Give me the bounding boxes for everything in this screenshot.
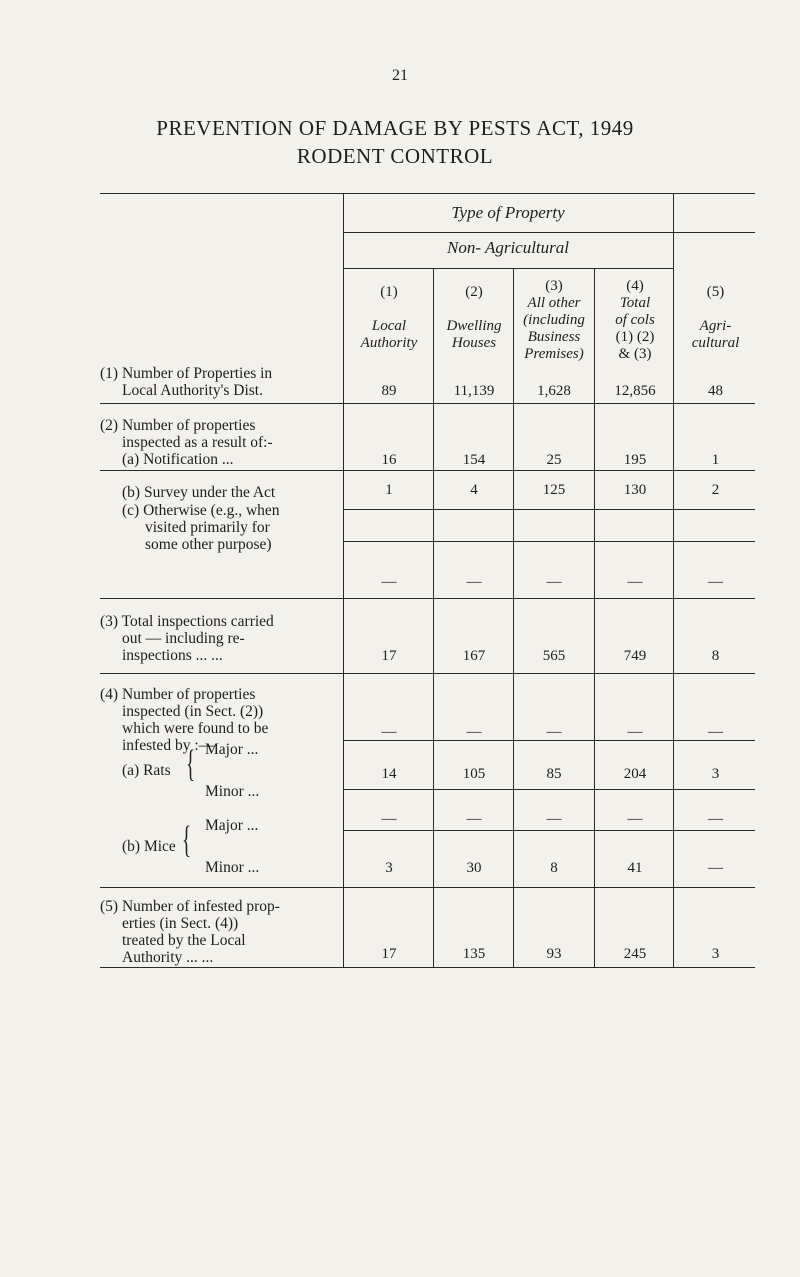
cell: — bbox=[546, 724, 562, 740]
cell: 1,628 bbox=[537, 383, 571, 399]
cell: 167 bbox=[462, 648, 486, 664]
cell: 93 bbox=[546, 946, 562, 962]
row-divider bbox=[100, 887, 755, 888]
row-divider bbox=[100, 470, 755, 471]
cell: 41 bbox=[627, 860, 643, 876]
cell: 48 bbox=[708, 383, 723, 399]
row-divider bbox=[100, 673, 755, 674]
row-divider bbox=[343, 789, 755, 790]
cell: — bbox=[708, 860, 723, 876]
label-rats-major: Major ... bbox=[205, 741, 259, 758]
cell: — bbox=[381, 724, 397, 740]
label-mice-minor: Minor ... bbox=[205, 859, 260, 876]
cell: 30 bbox=[466, 860, 482, 876]
cell: — bbox=[627, 811, 643, 827]
header-non-agricultural: Non- Agricultural bbox=[447, 238, 569, 257]
row-divider bbox=[343, 830, 755, 831]
cell: — bbox=[546, 811, 562, 827]
row-label-infested: (4) Number of properties inspected (in Sect. (2)) which were found to be infested by :— bbox=[100, 686, 269, 754]
row-label-properties-in-district: (1) Number of Properties in Local Authority's Dist. bbox=[100, 365, 273, 399]
brace-icon: { bbox=[182, 819, 192, 861]
cell: — bbox=[466, 811, 482, 827]
cell: 105 bbox=[462, 766, 486, 782]
cell: 3 bbox=[711, 766, 720, 782]
cell: — bbox=[627, 574, 643, 590]
column-header-total: (4) Total of cols (1) (2) & (3) bbox=[615, 278, 655, 362]
cell: 12,856 bbox=[614, 383, 656, 399]
cell: — bbox=[466, 574, 482, 590]
header-rule-non-agri bbox=[343, 232, 755, 233]
cell: 8 bbox=[550, 860, 558, 876]
row-divider bbox=[100, 403, 755, 404]
column-header-dwelling-houses: (2) Dwelling Houses bbox=[446, 284, 502, 351]
cell: 204 bbox=[623, 766, 647, 782]
cell: 195 bbox=[623, 452, 647, 468]
row-divider bbox=[100, 598, 755, 599]
cell: 17 bbox=[381, 946, 397, 962]
row-divider bbox=[343, 541, 755, 542]
row-divider bbox=[343, 509, 755, 510]
cell: 130 bbox=[623, 482, 647, 498]
header-type-of-property: Type of Property bbox=[451, 203, 565, 222]
brace-icon: { bbox=[186, 743, 196, 785]
cell: 125 bbox=[542, 482, 566, 498]
cell: 1 bbox=[711, 452, 720, 468]
cell: 1 bbox=[385, 482, 393, 498]
row-label-otherwise: (c) Otherwise (e.g., when visited primarily for some other purpose) bbox=[122, 502, 280, 553]
label-mice-major: Major ... bbox=[205, 817, 259, 834]
cell: 89 bbox=[381, 383, 397, 399]
cell: 8 bbox=[711, 648, 720, 664]
row-label-properties-inspected: (2) Number of properties inspected as a result of:- (a) Notification ... bbox=[100, 417, 273, 468]
cell: 154 bbox=[462, 452, 486, 468]
page-number: 21 bbox=[392, 67, 408, 84]
label-mice: (b) Mice bbox=[122, 838, 176, 855]
cell: — bbox=[627, 724, 643, 740]
cell: 749 bbox=[623, 648, 647, 664]
cell: — bbox=[381, 811, 397, 827]
cell: — bbox=[466, 724, 482, 740]
cell: 25 bbox=[546, 452, 562, 468]
cell: 16 bbox=[381, 452, 397, 468]
label-rats: (a) Rats bbox=[122, 762, 171, 779]
cell: 3 bbox=[385, 860, 393, 876]
table-top-rule bbox=[100, 193, 755, 194]
cell: — bbox=[546, 574, 562, 590]
column-header-all-other: (3) All other (including Business Premises) bbox=[523, 278, 585, 362]
document-subtitle: RODENT CONTROL bbox=[296, 144, 494, 168]
cell: — bbox=[708, 574, 723, 590]
cell: 17 bbox=[381, 648, 397, 664]
header-rule-columns bbox=[343, 268, 673, 269]
col-divider bbox=[343, 193, 344, 967]
cell: 135 bbox=[462, 946, 486, 962]
row-label-total-inspections: (3) Total inspections carried out — including re- inspections ... ... bbox=[100, 613, 274, 664]
cell: 14 bbox=[381, 766, 397, 782]
cell: 11,139 bbox=[453, 383, 495, 399]
cell: 85 bbox=[546, 766, 562, 782]
column-header-agricultural: (5) Agri- cultural bbox=[691, 284, 740, 351]
cell: — bbox=[708, 724, 723, 740]
row-label-survey: (b) Survey under the Act bbox=[122, 484, 276, 501]
cell: 565 bbox=[542, 648, 566, 664]
label-rats-minor: Minor ... bbox=[205, 783, 260, 800]
cell: — bbox=[381, 574, 397, 590]
cell: 4 bbox=[470, 482, 478, 498]
cell: 245 bbox=[623, 946, 647, 962]
cell: 2 bbox=[711, 482, 720, 498]
document-title: PREVENTION OF DAMAGE BY PESTS ACT, 1949 bbox=[156, 116, 634, 140]
table-bottom-rule bbox=[100, 967, 755, 968]
column-header-local-authority: (1) Local Authority bbox=[360, 284, 418, 351]
row-label-treated: (5) Number of infested prop- erties (in Sect. (4)) treated by the Local Authority ... ... bbox=[100, 898, 280, 966]
cell: 3 bbox=[711, 946, 720, 962]
cell: — bbox=[708, 811, 723, 827]
